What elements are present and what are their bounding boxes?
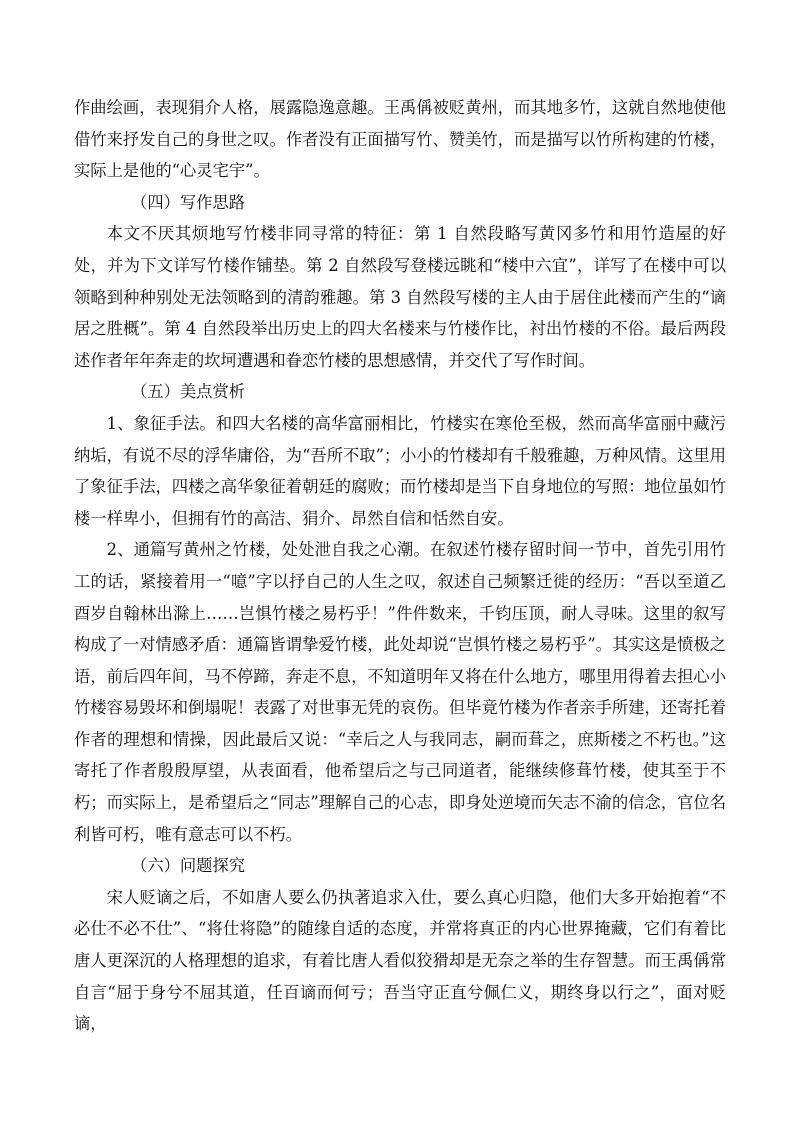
section-heading-appreciation: （五）美点赏析 — [131, 382, 246, 402]
paragraph-self-expression: 2、通篇写黄州之竹楼，处处泄自我之心潮。在叙述竹楼存留时间一节中，首先引用竹工的话，紧接着用一“噫”字以抒自己的人生之叹，叙述自己频繁迁徙的经历：“吾以至道乙酉岁自翰林出滁上……岂惧竹楼之易朽乎！”件件数来，千钧压顶，耐人寻味。这里的叙写构成了一对情感矛盾：通篇皆谓挚爱竹楼，此处却说“岂惧竹楼之易朽乎”。其实这是愤极之语，前后四年间，马不停蹄，奔走不息，不知道明年又将在什么地方，哪里用得着去担心小竹楼容易毁坏和倒塌呢！表露了对世事无凭的哀伤。但毕竟竹楼为作者亲手所建，还寄托着作者的理想和情操，因此最后又说：“幸后之人与我同志，嗣而葺之，庶斯楼之不朽也。”这寄托了作者殷殷厚望，从表面看，他希望后之与己同道者，能继续修葺竹楼，使其至于不朽；而实际上，是希望后之“同志”理解自己的心志，即身处逆境而矢志不渝的信念，官位名利皆可朽，唯有意志可以不朽。 — [74, 540, 726, 844]
paragraph-symbolism: 1、象征手法。和四大名楼的高华富丽相比，竹楼实在寒伧至极，然而高华富丽中藏污纳垢，有说不尽的浮华庸俗，为“吾所不取”；小小的竹楼却有千般雅趣，万种风情。这里用了象征手法，四楼之高华象征着朝廷的腐败；而竹楼却是当下自身地位的写照：地位虽如竹楼一样卑小，但拥有竹的高洁、狷介、昂然自信和恬然自安。 — [74, 413, 726, 528]
paragraph-intro-continued: 作曲绘画，表现狷介人格，展露隐逸意趣。王禹偁被贬黄州，而其地多竹，这就自然地使他借竹来抒发自己的身世之叹。作者没有正面描写竹、赞美竹，而是描写以竹所构建的竹楼，实际上是他的“心灵宅宇”。 — [74, 98, 726, 181]
paragraph-writing-approach: 本文不厌其烦地写竹楼非同寻常的特征：第 1 自然段略写黄冈多竹和用竹造屋的好处，并为下文详写竹楼作铺垫。第 2 自然段写登楼远眺和“楼中六宜”，详写了在楼中可以领略到种种别处无法领略到的清韵雅趣。第 3 自然段写楼的主人由于居住此楼而产生的“谪居之胜概”。第 4 自然段举出历史上的四大名楼来与竹楼作比，衬出竹楼的不俗。最后两段述作者年年奔走的坎坷遭遇和眷恋竹楼的思想感情，并交代了写作时间。 — [74, 224, 726, 370]
section-heading-writing-approach: （四）写作思路 — [131, 192, 246, 212]
section-heading-inquiry: （六）问题探究 — [131, 856, 246, 876]
paragraph-inquiry: 宋人贬谪之后，不如唐人要么仍执著追求入仕，要么真心归隐，他们大多开始抱着“不必仕不必不仕”、“将仕将隐”的随缘自适的态度，并常将真正的内心世界掩藏，它们有着比唐人更深沉的人格理想的追求，有着比唐人看似狡猾却是无奈之举的生存智慧。而王禹偁常自言“屈于身兮不屈其道，任百谪而何亏；吾当守正直兮佩仁义，期终身以行之”，面对贬谪， — [74, 887, 726, 1034]
document-page — [74, 92, 726, 1040]
